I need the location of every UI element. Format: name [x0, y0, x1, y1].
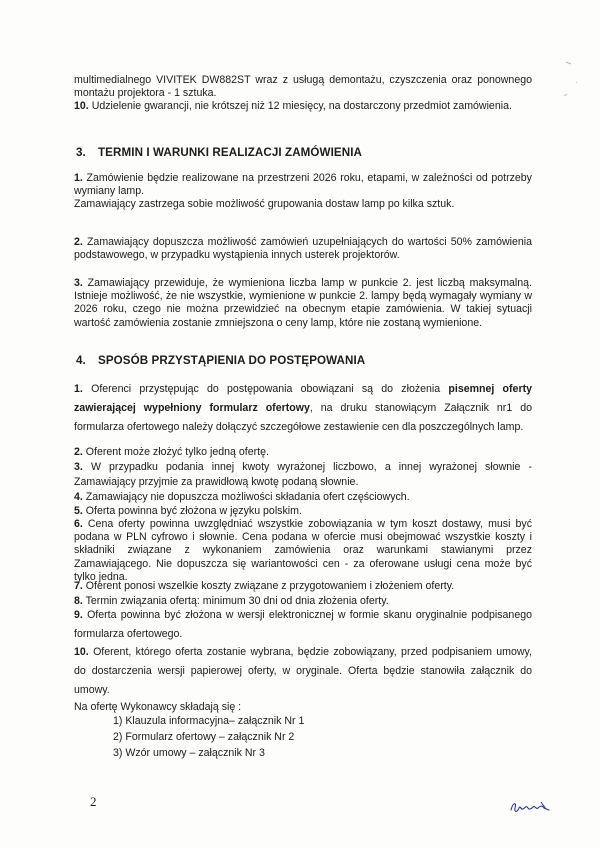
section-3-item-2: 2. Zamawiający dopuszcza możliwość zamówień uzupełniających do wartości 50% zamówienia podstawowego, w przypadku wystąpienia innych usterek projektorów. — [74, 236, 532, 262]
section-4-item-2: 2. Oferent może złożyć tylko jedną ofertę. — [74, 446, 269, 458]
attachment-item: 2) Formularz ofertowy – załącznik Nr 2 — [113, 731, 295, 743]
section-4-item-3: 3. W przypadku podania innej kwoty wyrażonej liczbowo, a innej wyrażonej słownie - Zamawiający przyjmie za prawidłową kwotę podaną słownie. — [74, 461, 532, 488]
section-4-item-7: 7. Oferent ponosi wszelkie koszty związane z przygotowaniem i złożeniem oferty. — [74, 580, 455, 592]
intro-paragraph: multimedialnego VIVITEK DW882ST wraz z usługą demontażu, czyszczenia oraz ponownego montażu projektora - 1 sztuka. 10. Udzielenie gwarancji, nie krótszej niż 12 miesięcy, na dostarczony przedmiot zamówienia. — [74, 74, 532, 113]
scan-speck — [562, 52, 582, 102]
section-4-item-1: 1. Oferenci przystępując do postępowania obowiązani są do złożenia pisemnej oferty zawierającej wypełniony formularz ofertowy, na druku stanowiącym Załącznik nr1 do formularza ofertowego należy dołączyć szczegółowe zestawienie cen dla poszczególnych lamp. — [74, 383, 532, 433]
section-4-item-10: 10. Oferent, którego oferta zostanie wybrana, będzie zobowiązany, przed podpisaniem umowy, do dostarczenia wersji papierowej oferty, w oryginale. Oferta będzie stanowiła załącznik do umowy. — [74, 646, 532, 696]
attachments-list — [113, 713, 304, 761]
offer-requirement-emphasis: pisemnej oferty zawierającej wypełniony formularz ofertowy — [74, 383, 532, 414]
section-3-heading: 3. TERMIN I WARUNKI REALIZACJI ZAMÓWIENIA — [76, 146, 363, 159]
page-number: 2 — [90, 794, 97, 809]
section-3-item-3: 3. Zamawiający przewiduje, że wymieniona liczba lamp w punkcie 2. jest liczbą maksymalną. Istnieje możliwość, że nie wszystkie, wymienione w punkcie 2. lampy będą wymagały wymiany w 2026 roku, czego nie można przewidzieć na obecnym etapie zamówienia. W takiej sytuacji wartość zamówienia zostanie zmniejszona o ceny lamp, które nie zostaną wymienione. — [74, 277, 533, 329]
section-4-item-5: 5. Oferta powinna być złożona w języku polskim. — [74, 505, 302, 517]
section-3-item-1: 1. Zamówienie będzie realizowane na przestrzeni 2026 roku, etapami, w zależności od potrzeby wymiany lamp. Zamawiający zastrzega sobie możliwość grupowania dostaw lamp po kilka sztuk. — [74, 172, 532, 211]
attachments-intro: Na ofertę Wykonawcy składają się : — [74, 701, 242, 713]
section-4-item-4: 4. Zamawiający nie dopuszcza możliwości składania ofert częściowych. — [74, 491, 410, 503]
section-4-item-6: 6. Cena oferty powinna uwzględniać wszystkie zobowiązania w tym koszt dostawy, musi być podana w PLN cyfrowo i słownie. Cena podana w ofercie musi obejmować wszystkie koszty i składniki związane z wykonaniem zamówienia oraz warunkami stawianymi przez Zamawiającego. Nie dopuszcza się wariantowości cen - za oferowane usługi cena może być tylko jedna. — [74, 518, 532, 583]
section-4-item-8: 8. Termin związania ofertą: minimum 30 dni od dnia złożenia oferty. — [74, 595, 389, 607]
attachment-item: 3) Wzór umowy – załącznik Nr 3 — [113, 747, 265, 759]
section-4-item-9: 9. Oferta powinna być złożona w wersji elektronicznej w formie skanu oryginalnie podpisanego formularza ofertowego. — [74, 609, 532, 640]
signature — [508, 796, 554, 818]
attachment-item: 1) Klauzula informacyjna– załącznik Nr 1 — [113, 715, 305, 727]
section-4-heading: 4. SPOSÓB PRZYSTĄPIENIA DO POSTĘPOWANIA — [76, 354, 366, 367]
